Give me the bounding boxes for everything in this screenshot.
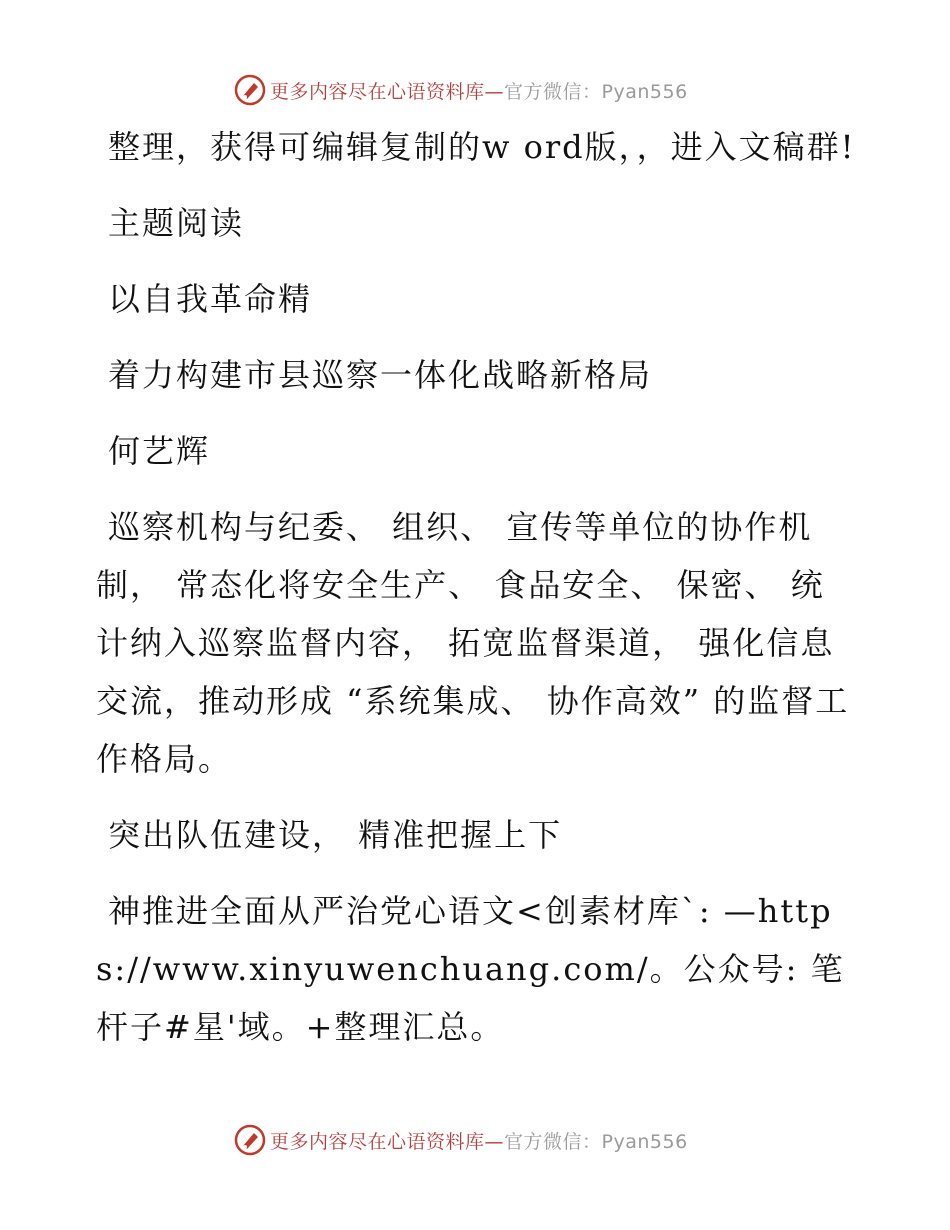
footer-banner: [234, 1122, 688, 1158]
banner-text: [270, 77, 688, 104]
brand-logo-icon: [234, 74, 266, 106]
banner-title: 更多内容尽在心语资料库—: [270, 80, 505, 103]
header-banner: [234, 72, 688, 108]
brand-logo-icon: [234, 1124, 266, 1156]
article-title: 着力构建市县巡察一体化战略新格局: [108, 356, 653, 394]
paragraph-1: 整理，获得可编辑复制的w ord版，，进入文稿群!: [108, 128, 856, 166]
paragraph-2: 主题阅读: [108, 204, 245, 242]
banner-wechat: 官方微信：Pyan556: [504, 80, 688, 103]
banner-title: 更多内容尽在心语资料库—: [270, 1130, 505, 1153]
paragraph-3: 以自我革命精: [108, 280, 313, 318]
document-body: [96, 118, 856, 1074]
paragraph-body: 巡察机构与纪委、 组织、 宣传等单位的协作机制， 常态化将安全生产、 食品安全、 保密、 统计纳入巡察监督内容， 拓宽监督渠道， 强化信息交流，推动形成 “系统集成、 协作高效” 的监督工作格局。: [96, 508, 850, 778]
paragraph-7: 突出队伍建设， 精准把握上下: [108, 816, 563, 854]
paragraph-8: 神推进全面从严治党心语文<创素材库`: —https://www.xinyuwenchuang.com/。公众号: 笔杆子#星'域。+整理汇总。: [96, 892, 845, 1046]
author-name: 何艺辉: [108, 432, 211, 470]
banner-text: [270, 1127, 688, 1154]
banner-wechat: 官方微信：Pyan556: [504, 1130, 688, 1153]
